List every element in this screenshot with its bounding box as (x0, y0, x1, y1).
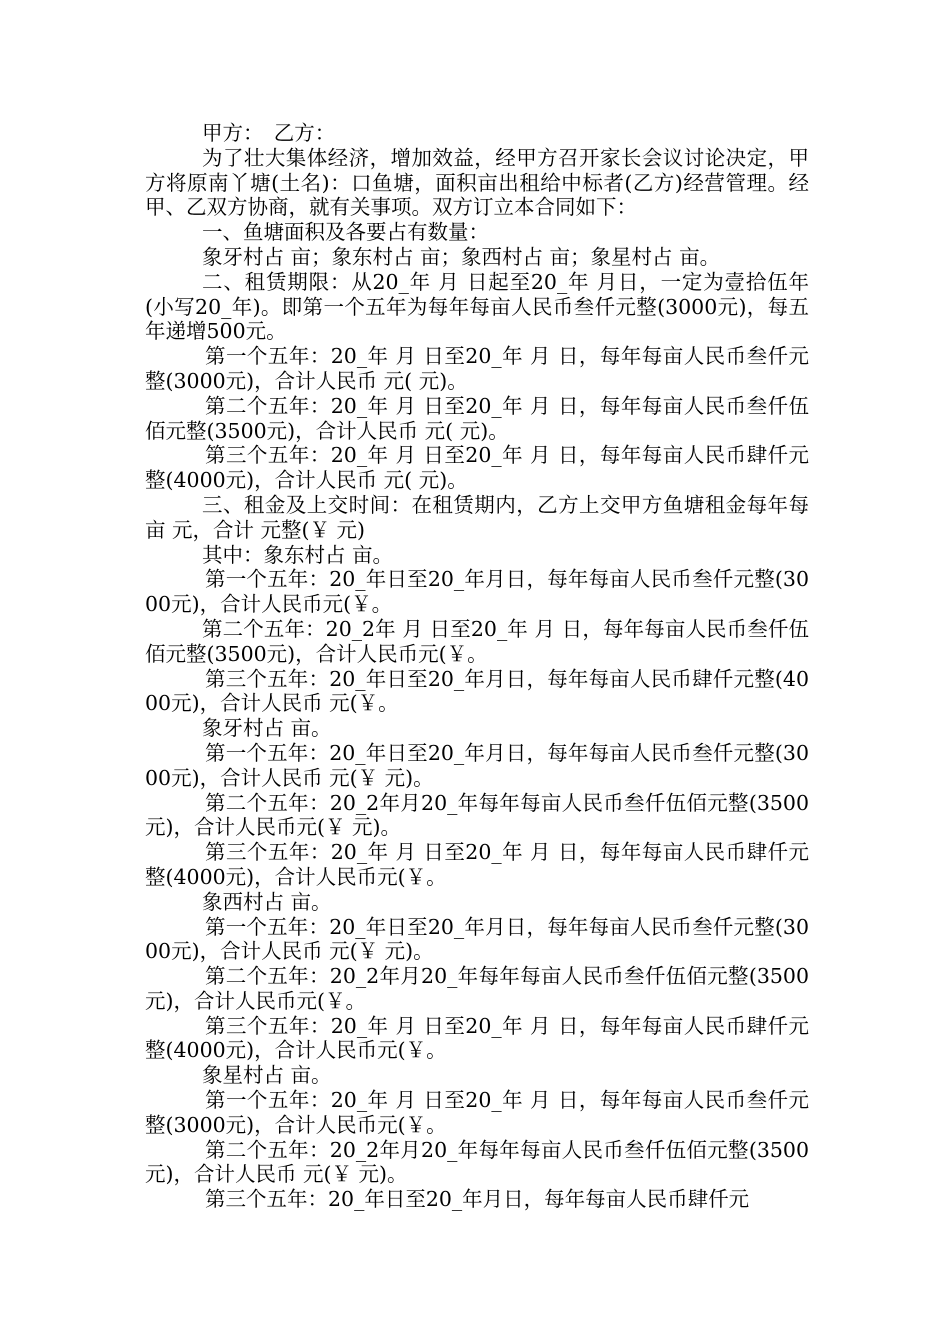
xiangdong-period-2: 第二个五年：20_2年 月 日至20_年 月 日，每年每亩人民币叁仟伍佰元整(3500元)，合计人民币元(￥。 (145, 616, 809, 666)
xiangxing-period-3: 第三个五年：20_年日至20_年月日，每年每亩人民币肆仟元 (205, 1187, 750, 1212)
section-1-heading: 一、鱼塘面积及各要占有数量： (202, 220, 489, 245)
village-xiangxi-heading: 象西村占 亩。 (202, 889, 332, 914)
contract-body (145, 121, 809, 1212)
xiangxi-period-1: 第一个五年：20_年日至20_年月日，每年每亩人民币叁仟元整(3000元)，合计人民币 元(￥ 元)。 (145, 914, 809, 964)
xiangxi-period-3: 第三个五年：20_年 月 日至20_年 月 日，每年每亩人民币肆仟元整(4000元)，合计人民币元(￥。 (145, 1013, 809, 1063)
xiangya-period-2: 第二个五年：20_2年月20_年每年每亩人民币叁仟伍佰元整(3500元)，合计人民币元(￥ 元)。 (145, 790, 809, 840)
village-xiangdong-heading: 其中：象东村占 亩。 (202, 542, 394, 567)
village-xiangya-heading: 象牙村占 亩。 (202, 716, 332, 741)
xiangxi-period-2: 第二个五年：20_2年月20_年每年每亩人民币叁仟伍佰元整(3500元)，合计人民币元(￥。 (145, 964, 809, 1013)
term-period-3: 第三个五年：20_年 月 日至20_年 月 日，每年每亩人民币肆仟元整(4000元)，合计人民币 元( 元)。 (145, 443, 809, 493)
party-line: 甲方： 乙方： (202, 121, 336, 145)
xiangdong-period-3: 第三个五年：20_年日至20_年月日，每年每亩人民币肆仟元整(4000元)，合计人民币 元(￥。 (145, 666, 809, 716)
section-2-paragraph: 二、租赁期限：从20_年 月 日起至20_年 月日，一定为壹拾伍年(小写20_年)。即第一个五年为每年每亩人民币叁仟元整(3000元)，每五年递增500元。 (145, 269, 809, 344)
term-period-1: 第一个五年：20_年 月 日至20_年 月 日，每年每亩人民币叁仟元整(3000元)，合计人民币 元( 元)。 (145, 344, 809, 393)
preamble-paragraph: 为了壮大集体经济，增加效益，经甲方召开家长会议讨论决定，甲方将原南丫塘(土名)：口鱼塘，面积亩出租给中标者(乙方)经营管理。经甲、乙双方协商，就有关事项。双方订立本合同如下： (145, 145, 809, 220)
village-xiangxing-heading: 象星村占 亩。 (202, 1063, 332, 1088)
xiangxing-period-2: 第二个五年：20_2年月20_年每年每亩人民币叁仟伍佰元整(3500元)，合计人民币 元(￥ 元)。 (145, 1137, 809, 1187)
xiangdong-period-1: 第一个五年：20_年日至20_年月日，每年每亩人民币叁仟元整(3000元)，合计人民币元(￥。 (145, 567, 809, 617)
term-period-2: 第二个五年：20_年 月 日至20_年 月 日，每年每亩人民币叁仟伍佰元整(3500元)，合计人民币 元( 元)。 (145, 393, 809, 443)
section-3-paragraph: 三、租金及上交时间：在租赁期内，乙方上交甲方鱼塘租金每年每亩 元，合计 元整(￥ 元) (145, 492, 809, 542)
xiangxing-period-1: 第一个五年：20_年 月 日至20_年 月 日，每年每亩人民币叁仟元整(3000元)，合计人民币元(￥。 (145, 1088, 809, 1137)
xiangya-period-1: 第一个五年：20_年日至20_年月日，每年每亩人民币叁仟元整(3000元)，合计人民币 元(￥ 元)。 (145, 740, 809, 790)
xiangya-period-3: 第三个五年：20_年 月 日至20_年 月 日，每年每亩人民币肆仟元整(4000元)，合计人民币元(￥。 (145, 840, 809, 889)
area-shares-line: 象牙村占 亩；象东村占 亩；象西村占 亩；象星村占 亩。 (202, 244, 721, 269)
